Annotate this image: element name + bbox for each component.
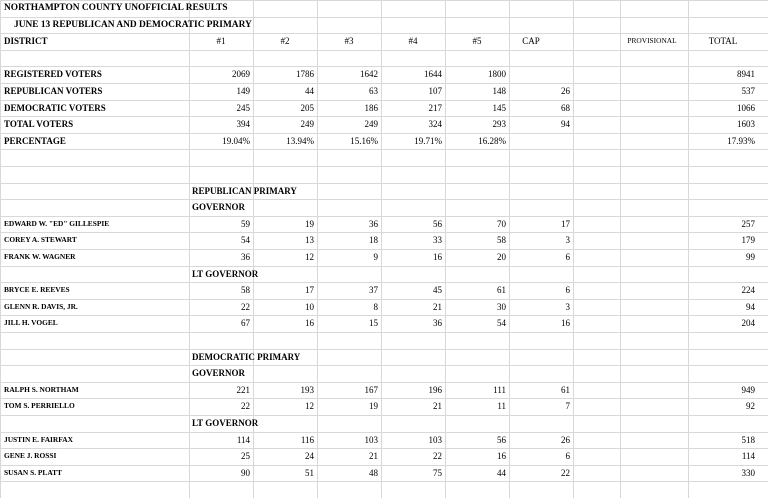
value-cell[interactable]: 167 [364, 384, 378, 395]
grid-row-line [0, 50, 768, 51]
value-cell[interactable] [628, 133, 688, 150]
value-cell[interactable] [628, 232, 688, 249]
value-cell[interactable]: 22 [241, 301, 250, 312]
value-cell[interactable]: 1800 [488, 69, 506, 80]
value-cell[interactable]: 330 [741, 467, 755, 478]
value-cell[interactable]: 15 [369, 318, 378, 329]
value-cell[interactable]: 245 [236, 102, 250, 113]
value-cell[interactable] [628, 116, 688, 133]
candidate-name[interactable]: FRANK W. WAGNER [4, 252, 76, 261]
column-header[interactable]: PROVISIONAL [627, 36, 677, 46]
race-heading[interactable]: LT GOVERNOR [192, 268, 259, 279]
value-cell[interactable]: 51 [305, 467, 314, 478]
value-cell[interactable]: 19.04% [222, 135, 250, 146]
value-cell[interactable]: 99 [746, 252, 755, 262]
value-cell[interactable]: 75 [433, 467, 442, 478]
stat-label[interactable]: REPUBLICAN VOTERS [4, 86, 103, 96]
value-cell[interactable] [513, 133, 573, 150]
value-cell[interactable]: 10 [305, 301, 314, 312]
value-cell[interactable]: 36 [241, 252, 250, 262]
value-cell[interactable]: 24 [305, 451, 314, 462]
value-cell[interactable]: 1786 [296, 69, 314, 80]
value-cell[interactable]: 17.93% [727, 135, 755, 146]
column-header[interactable]: TOTAL [708, 36, 738, 47]
candidate-row [0, 382, 768, 399]
value-cell[interactable]: 1603 [737, 119, 755, 130]
value-cell[interactable]: 58 [497, 235, 506, 246]
candidate-row [0, 315, 768, 332]
value-cell[interactable]: 45 [433, 285, 442, 296]
value-cell[interactable]: 17 [561, 218, 570, 229]
value-cell[interactable]: 221 [236, 384, 250, 395]
value-cell[interactable]: 13 [305, 235, 314, 246]
race-heading[interactable]: LT GOVERNOR [192, 418, 259, 428]
value-cell[interactable]: 8941 [737, 69, 755, 80]
column-header[interactable]: #3 [344, 36, 354, 47]
value-cell[interactable]: 30 [497, 301, 506, 312]
value-cell[interactable]: 19 [305, 218, 314, 229]
value-cell[interactable]: 70 [497, 218, 506, 229]
value-cell[interactable]: 179 [741, 235, 755, 246]
value-cell[interactable]: 21 [369, 451, 378, 462]
value-cell[interactable]: 44 [305, 86, 314, 96]
value-cell[interactable]: 116 [300, 434, 314, 445]
value-cell[interactable]: 59 [241, 218, 250, 229]
district-header[interactable]: DISTRICT [4, 36, 48, 47]
value-cell[interactable]: 12 [305, 252, 314, 262]
stat-label[interactable]: PERCENTAGE [4, 135, 66, 146]
value-cell[interactable]: 6 [565, 252, 570, 262]
value-cell[interactable]: 16 [561, 318, 570, 329]
value-cell[interactable] [628, 315, 688, 332]
stats-row [0, 83, 768, 100]
value-cell[interactable]: 61 [561, 384, 570, 395]
value-cell[interactable]: 11 [497, 401, 506, 412]
value-cell[interactable]: 26 [561, 86, 570, 96]
candidate-row [0, 232, 768, 249]
value-cell[interactable] [628, 432, 688, 449]
value-cell[interactable]: 68 [561, 102, 570, 113]
candidate-name[interactable]: EDWARD W. "ED" GILLESPIE [4, 218, 110, 228]
section-heading-row [0, 183, 768, 200]
value-cell[interactable]: 94 [746, 301, 755, 312]
value-cell[interactable]: 257 [741, 218, 755, 229]
race-heading-row [0, 365, 768, 382]
stats-row [0, 66, 768, 83]
candidate-name[interactable]: GENE J. ROSSI [4, 451, 57, 461]
value-cell[interactable]: 145 [492, 102, 506, 113]
race-heading[interactable]: GOVERNOR [192, 368, 246, 379]
race-heading[interactable]: GOVERNOR [192, 202, 246, 213]
value-cell[interactable]: 204 [741, 318, 755, 329]
value-cell[interactable]: 61 [497, 285, 506, 296]
value-cell[interactable]: 537 [741, 86, 755, 96]
value-cell[interactable]: 19.71% [414, 135, 442, 146]
value-cell[interactable]: 16 [305, 318, 314, 329]
candidate-name[interactable]: JILL H. VOGEL [4, 318, 58, 328]
value-cell[interactable]: 36 [433, 318, 442, 329]
value-cell[interactable] [628, 382, 688, 399]
value-cell[interactable]: 114 [236, 434, 250, 445]
value-cell[interactable] [628, 448, 688, 465]
value-cell[interactable]: 217 [428, 102, 442, 113]
value-cell[interactable]: 6 [565, 285, 570, 296]
value-cell[interactable]: 16 [433, 252, 442, 262]
value-cell[interactable]: 6 [565, 451, 570, 462]
value-cell[interactable]: 37 [369, 285, 378, 296]
value-cell[interactable]: 114 [741, 451, 755, 462]
grid-row-line [0, 332, 768, 333]
value-cell[interactable]: 293 [492, 119, 506, 130]
column-header[interactable]: #1 [216, 36, 226, 47]
candidate-row [0, 448, 768, 465]
value-cell[interactable]: 15.16% [350, 135, 378, 146]
stats-row [0, 133, 768, 150]
candidate-row [0, 299, 768, 316]
value-cell[interactable]: 12 [305, 401, 314, 412]
value-cell[interactable]: 48 [369, 467, 378, 478]
value-cell[interactable]: 224 [741, 285, 755, 296]
value-cell[interactable]: 518 [741, 434, 755, 445]
header-row [0, 33, 768, 50]
value-cell[interactable]: 18 [369, 235, 378, 246]
subtitle-row [0, 17, 768, 34]
grid-row-line [0, 481, 768, 482]
value-cell[interactable] [628, 83, 688, 100]
value-cell[interactable]: 111 [493, 384, 506, 395]
candidate-row [0, 398, 768, 415]
column-header[interactable]: CAP [522, 36, 540, 47]
value-cell[interactable]: 193 [300, 384, 314, 395]
column-header[interactable]: #5 [472, 36, 482, 47]
value-cell[interactable]: 54 [241, 235, 250, 246]
candidate-row [0, 282, 768, 299]
column-header[interactable]: #4 [408, 36, 418, 47]
candidate-row [0, 465, 768, 482]
sheet-subtitle[interactable]: JUNE 13 REPUBLICAN AND DEMOCRATIC PRIMARY [14, 19, 252, 30]
value-cell[interactable] [513, 66, 573, 83]
value-cell[interactable]: 324 [428, 119, 442, 130]
value-cell[interactable]: 3 [565, 301, 570, 312]
section-heading[interactable]: DEMOCRATIC PRIMARY [192, 351, 301, 362]
value-cell[interactable]: 249 [364, 119, 378, 130]
candidate-row [0, 249, 768, 266]
value-cell[interactable]: 148 [492, 86, 506, 96]
stat-label[interactable]: DEMOCRATIC VOTERS [4, 102, 106, 113]
candidate-name[interactable]: BRYCE E. REEVES [4, 285, 70, 295]
candidate-row [0, 432, 768, 449]
candidate-name[interactable]: RALPH S. NORTHAM [4, 384, 79, 394]
value-cell[interactable]: 16 [497, 451, 506, 462]
value-cell[interactable]: 196 [428, 384, 442, 395]
value-cell[interactable] [628, 299, 688, 316]
value-cell[interactable]: 44 [497, 467, 506, 478]
candidate-name[interactable]: JUSTIN E. FAIRFAX [4, 434, 73, 444]
value-cell[interactable]: 16.28% [478, 135, 506, 146]
candidate-name[interactable]: COREY A. STEWART [4, 235, 77, 245]
value-cell[interactable] [628, 465, 688, 482]
value-cell[interactable] [628, 216, 688, 233]
stat-label[interactable]: REGISTERED VOTERS [4, 69, 102, 80]
value-cell[interactable] [628, 66, 688, 83]
value-cell[interactable]: 22 [241, 401, 250, 412]
value-cell[interactable]: 36 [369, 218, 378, 229]
value-cell[interactable]: 13.94% [286, 135, 314, 146]
value-cell[interactable]: 94 [561, 119, 570, 130]
stats-row [0, 116, 768, 133]
value-cell[interactable]: 17 [305, 285, 314, 296]
stat-label[interactable]: TOTAL VOTERS [4, 119, 74, 130]
sheet-title[interactable]: NORTHAMPTON COUNTY UNOFFICIAL RESULTS [4, 3, 228, 13]
value-cell[interactable]: 21 [433, 301, 442, 312]
value-cell[interactable]: 63 [369, 86, 378, 96]
value-cell[interactable] [628, 249, 688, 266]
value-cell[interactable]: 103 [364, 434, 378, 445]
value-cell[interactable]: 149 [236, 86, 250, 96]
column-header[interactable]: #2 [280, 36, 290, 47]
race-heading-row [0, 199, 768, 216]
value-cell[interactable]: 186 [364, 102, 378, 113]
candidate-name[interactable]: TOM S. PERRIELLO [4, 401, 75, 411]
candidate-name[interactable]: SUSAN S. PLATT [4, 467, 62, 477]
value-cell[interactable]: 249 [300, 119, 314, 130]
value-cell[interactable]: 394 [236, 119, 250, 130]
value-cell[interactable]: 1642 [360, 69, 378, 80]
value-cell[interactable]: 90 [241, 467, 250, 478]
value-cell[interactable]: 67 [241, 318, 250, 329]
value-cell[interactable]: 54 [497, 318, 506, 329]
race-heading-row [0, 415, 768, 432]
value-cell[interactable]: 22 [433, 451, 442, 462]
value-cell[interactable]: 9 [373, 252, 378, 262]
value-cell[interactable] [628, 282, 688, 299]
stats-row [0, 100, 768, 117]
grid-row-line [0, 149, 768, 150]
value-cell[interactable]: 20 [497, 252, 506, 262]
value-cell[interactable]: 1644 [424, 69, 442, 80]
grid-row-line [0, 166, 768, 167]
value-cell[interactable] [628, 100, 688, 117]
value-cell[interactable]: 19 [369, 401, 378, 412]
candidate-name[interactable]: GLENN R. DAVIS, JR. [4, 301, 78, 311]
value-cell[interactable]: 33 [433, 235, 442, 246]
value-cell[interactable]: 56 [433, 218, 442, 229]
race-heading-row [0, 266, 768, 283]
section-heading-row [0, 349, 768, 366]
value-cell[interactable]: 107 [428, 86, 442, 96]
value-cell[interactable]: 21 [433, 401, 442, 412]
value-cell[interactable]: 56 [497, 434, 506, 445]
value-cell[interactable]: 3 [565, 235, 570, 246]
value-cell[interactable]: 22 [561, 467, 570, 478]
value-cell[interactable]: 26 [561, 434, 570, 445]
value-cell[interactable]: 7 [565, 401, 570, 412]
value-cell[interactable]: 8 [373, 301, 378, 312]
value-cell[interactable]: 25 [241, 451, 250, 462]
value-cell[interactable]: 949 [741, 384, 755, 395]
value-cell[interactable]: 205 [300, 102, 314, 113]
value-cell[interactable]: 103 [428, 434, 442, 445]
value-cell[interactable]: 1066 [737, 102, 755, 113]
value-cell[interactable]: 2069 [232, 69, 250, 80]
value-cell[interactable]: 92 [746, 401, 755, 412]
value-cell[interactable] [628, 398, 688, 415]
candidate-row [0, 216, 768, 233]
value-cell[interactable]: 58 [241, 285, 250, 296]
title-row [0, 0, 768, 17]
section-heading[interactable]: REPUBLICAN PRIMARY [192, 185, 297, 196]
